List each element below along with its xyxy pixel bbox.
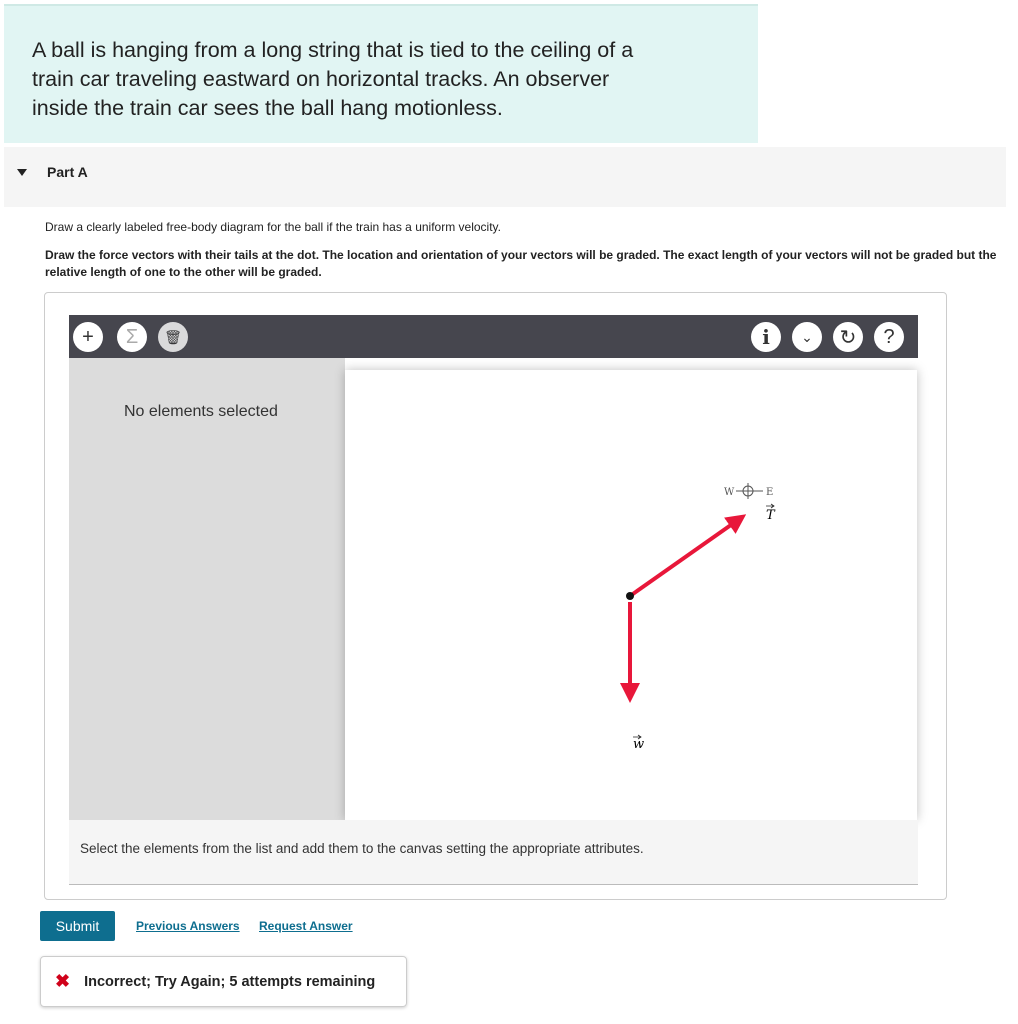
hint-text: Select the elements from the list and add them to the canvas setting the appropriate attributes.: [80, 841, 644, 856]
drawing-canvas[interactable]: [345, 370, 917, 820]
ball-dot: [626, 592, 634, 600]
help-icon[interactable]: ?: [874, 322, 904, 352]
compass-icon: [724, 483, 773, 499]
intro-line: inside the train car sees the ball hang motionless.: [32, 96, 503, 120]
chevron-down-icon[interactable]: ⌄: [792, 322, 822, 352]
part-label: Part A: [47, 164, 88, 180]
sigma-icon[interactable]: Σ: [117, 322, 147, 352]
reset-icon[interactable]: ↻: [833, 322, 863, 352]
previous-answers-link[interactable]: Previous Answers: [136, 919, 240, 933]
problem-statement: [4, 4, 758, 143]
weight-label: w: [633, 737, 645, 752]
element-properties-panel: [69, 358, 345, 820]
compass-west: W: [724, 487, 735, 498]
plus-icon[interactable]: +: [73, 322, 103, 352]
fbd-svg: [345, 370, 917, 820]
part-a-header[interactable]: [4, 147, 1006, 207]
feedback-box: [40, 956, 407, 1007]
compass-east: E: [766, 487, 774, 498]
intro-line: A ball is hanging from a long string that is tied to the ceiling of a: [32, 38, 634, 62]
no-selection-text: No elements selected: [124, 403, 278, 420]
toolbar: [69, 315, 918, 358]
question-instructions: Draw the force vectors with their tails at the dot. The location and orientation of your vectors will be graded. The exact length of your vectors will not be graded but the relative length of one to the other will be graded.: [45, 248, 997, 279]
tension-label: T: [766, 508, 775, 523]
submit-button[interactable]: Submit: [40, 911, 115, 941]
info-icon[interactable]: i: [751, 322, 781, 352]
request-answer-link[interactable]: Request Answer: [259, 919, 353, 933]
collapse-triangle-icon[interactable]: [17, 169, 27, 176]
tension-vector[interactable]: [630, 520, 738, 596]
intro-line: train car traveling eastward on horizontal tracks. An observer: [32, 67, 610, 91]
feedback-text: Incorrect; Try Again; 5 attempts remaining: [84, 973, 376, 990]
hint-area: [69, 820, 918, 885]
trash-icon[interactable]: 🗑: [158, 322, 188, 352]
x-icon: ✖: [55, 971, 71, 991]
question-prompt: Draw a clearly labeled free-body diagram for the ball if the train has a uniform velocity.: [45, 220, 501, 234]
